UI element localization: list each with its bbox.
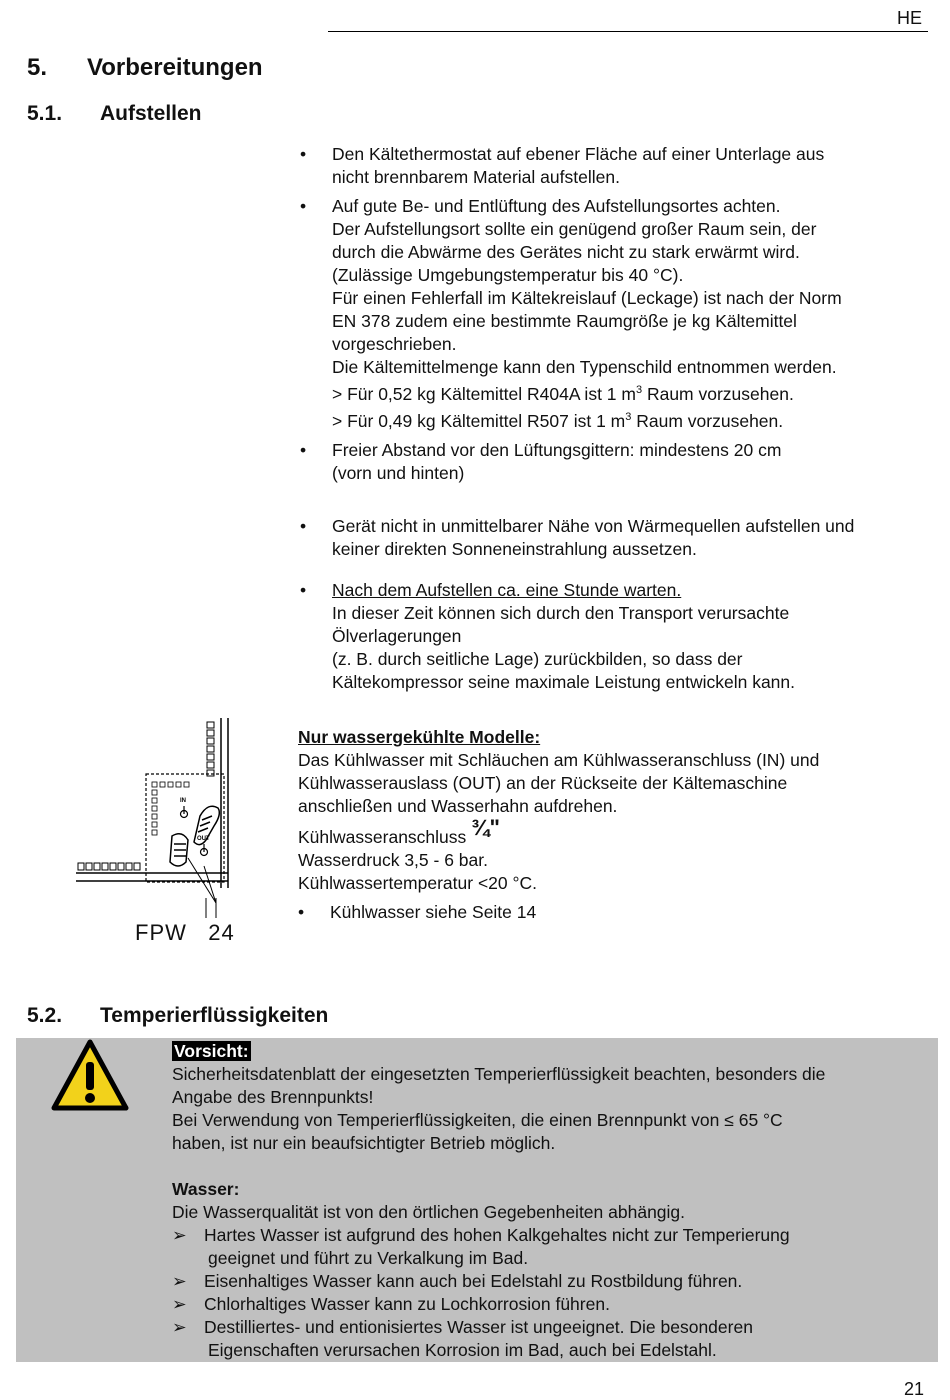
connector-line: Kühlwasseranschluss ¾" xyxy=(298,815,500,847)
water-title: Nur wassergekühlte Modelle: xyxy=(298,727,541,747)
section-5-number: 5. xyxy=(27,54,48,81)
horizontal-grille xyxy=(78,863,140,870)
arrow-bullet-icon: ➢ xyxy=(172,1225,187,1245)
list-item xyxy=(172,1316,932,1362)
connector-size: ¾" xyxy=(471,815,500,840)
section-5-heading xyxy=(27,54,263,82)
section-5-2-title: Temperierflüssigkeiten xyxy=(100,1004,329,1027)
text-line: EN 378 zudem eine bestimmte Raumgröße je kg Kältemittel xyxy=(332,311,797,331)
text-line: Den Kältethermostat auf ebener Fläche auf einer Unterlage aus xyxy=(332,144,825,164)
section-5-2-heading xyxy=(27,1004,328,1028)
list-item xyxy=(300,515,930,561)
list-item: • Kühlwasser siehe Seite 14 xyxy=(298,902,537,922)
header-label: HE xyxy=(896,8,922,28)
warning-triangle-icon xyxy=(50,1038,130,1114)
header-rule xyxy=(328,31,928,32)
text-line: Die Kältemittelmenge kann den Typenschild entnommen werden. xyxy=(332,357,837,377)
text-line: Destilliertes- und entionisiertes Wasser ist ungeeignet. Die besonderen xyxy=(204,1317,753,1337)
text-line: Sicherheitsdatenblatt der eingesetzten Temperierflüssigkeit beachten, besonders die xyxy=(172,1064,826,1084)
bullet-icon: • xyxy=(300,515,307,536)
bullet-icon: • xyxy=(300,196,307,216)
list-item xyxy=(172,1293,932,1316)
text-line: Kältekompressor seine maximale Leistung entwickeln kann. xyxy=(332,671,796,692)
text-line: geeignet und führt zu Verkalkung im Bad. xyxy=(208,1248,529,1268)
text-line: Angabe des Brennpunkts! xyxy=(172,1087,374,1107)
setup-bullet-list xyxy=(300,143,930,700)
pressure-line: Wasserdruck 3,5 - 6 bar. xyxy=(298,850,488,870)
section-5-2-number: 5.2. xyxy=(27,1004,63,1027)
bullet-icon: • xyxy=(300,579,307,600)
underlined-note: Nach dem Aufstellen ca. eine Stunde warten. xyxy=(332,579,682,600)
section-5-title: Vorbereitungen xyxy=(87,54,263,81)
text-line: (z. B. durch seitliche Lage) zurückbilden, so dass der xyxy=(332,648,743,669)
text-line: Für einen Fehlerfall im Kältekreislauf (Leckage) ist nach der Norm xyxy=(332,288,842,308)
water-heading: Wasser: xyxy=(172,1179,240,1199)
text-line: (vorn und hinten) xyxy=(332,462,465,483)
warning-heading: Vorsicht: xyxy=(174,1041,249,1061)
list-item xyxy=(300,439,930,485)
text-line: Freier Abstand vor den Lüftungsgittern: mindestens 20 cm xyxy=(332,439,782,460)
list-item xyxy=(172,1270,932,1293)
r507-line: > Für 0,49 kg Kältemittel R507 ist 1 $m^3$ Raum vorzusehen. xyxy=(332,410,784,431)
warning-content xyxy=(172,1040,932,1362)
page-number: 21 xyxy=(903,1379,924,1399)
text-line: Eisenhaltiges Wasser kann auch bei Edelstahl zu Rostbildung führen. xyxy=(204,1271,743,1291)
text-line: haben, ist nur ein beaufsichtigter Betrieb möglich. xyxy=(172,1133,556,1153)
vertical-grille xyxy=(207,722,214,776)
r404a-line: > Für 0,52 kg Kältemittel R404A ist 1 $m^3$ Raum vorzusehen. xyxy=(332,383,794,404)
text-line: (Zulässige Umgebungstemperatur bis 40 °C). xyxy=(332,265,684,285)
text-line: Eigenschaften verursachen Korrosion im Bad, auch bei Edelstahl. xyxy=(208,1340,717,1360)
list-item xyxy=(172,1224,932,1270)
text-line: Chlorhaltiges Wasser kann zu Lochkorrosion führen. xyxy=(204,1294,610,1314)
list-item xyxy=(300,195,930,433)
bullet-icon: • xyxy=(298,902,305,922)
out-label: OUT xyxy=(197,836,210,842)
text-line: nicht brennbarem Material aufstellen. xyxy=(332,167,620,187)
arrow-bullet-icon: ➢ xyxy=(172,1271,187,1291)
out-hose-nozzle xyxy=(170,834,188,866)
text-line: Der Aufstellungsort sollte ein genügend großer Raum sein, der xyxy=(332,219,817,239)
arrow-bullet-icon: ➢ xyxy=(172,1294,187,1314)
text-line: Hartes Wasser ist aufgrund des hohen Kalkgehaltes nicht zur Temperierung xyxy=(204,1225,790,1245)
section-5-1-heading xyxy=(27,102,202,126)
water-connection-diagram xyxy=(76,718,236,918)
text-line: keiner direkten Sonneneinstrahlung aussetzen. xyxy=(332,538,697,559)
in-label: IN xyxy=(180,798,186,804)
text-line: Die Wasserqualität ist von den örtlichen Gegebenheiten abhängig. xyxy=(172,1202,686,1222)
text-line: Kühlwasserauslass (OUT) an der Rückseite der Kältemaschine xyxy=(298,773,788,793)
bullet-icon: • xyxy=(300,144,307,164)
bullet-icon: • xyxy=(300,439,307,460)
arrow-bullet-icon: ➢ xyxy=(172,1317,187,1337)
text-line: anschließen und Wasserhahn aufdrehen. xyxy=(298,796,618,816)
temperature-line: Kühlwassertemperatur <20 °C. xyxy=(298,873,537,893)
text-line: In dieser Zeit können sich durch den Transport verursachte xyxy=(332,602,790,623)
text-line: durch die Abwärme des Gerätes nicht zu stark erwärmt wird. xyxy=(332,242,800,262)
section-5-1-title: Aufstellen xyxy=(100,102,202,125)
text-line: Ölverlagerungen xyxy=(332,625,462,646)
text-line: Das Kühlwasser mit Schläuchen am Kühlwasseranschluss (IN) und xyxy=(298,750,820,770)
list-item xyxy=(300,143,930,189)
text-line: vorgeschrieben. xyxy=(332,334,457,354)
list-item xyxy=(300,579,930,694)
figure-caption: FPW 24 xyxy=(135,920,235,945)
text-line: Bei Verwendung von Temperierflüssigkeiten, die einen Brennpunkt von ≤ 65 °C xyxy=(172,1110,783,1130)
text-line: Auf gute Be- und Entlüftung des Aufstellungsortes achten. xyxy=(332,196,781,216)
section-5-1-number: 5.1. xyxy=(27,102,63,125)
water-cooled-block xyxy=(298,726,928,924)
text-line: Gerät nicht in unmittelbarer Nähe von Wärmequellen aufstellen und xyxy=(332,515,855,536)
water-quality-list xyxy=(172,1224,932,1362)
